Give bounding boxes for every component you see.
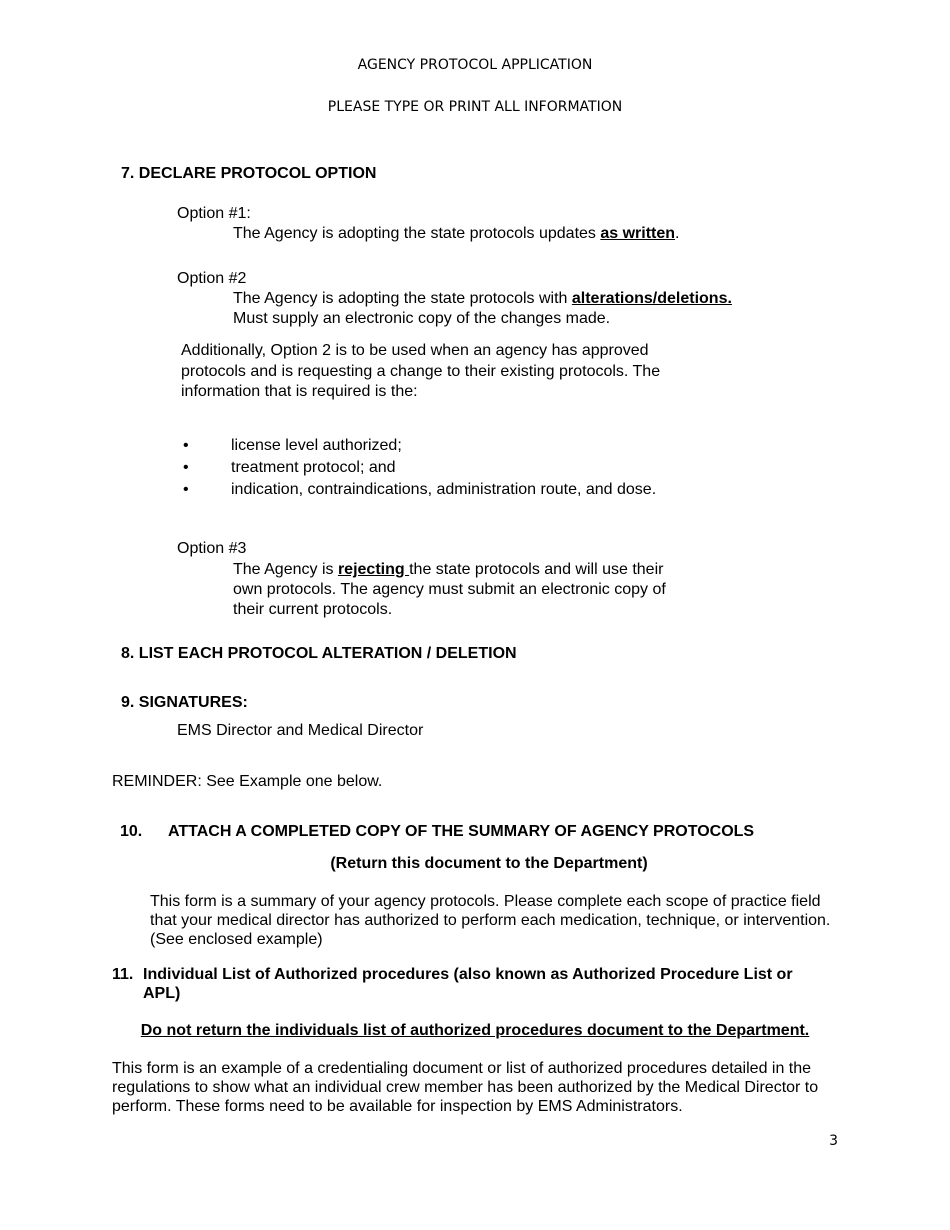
option-3-text-after: the state protocols and will use their [409, 561, 664, 578]
document-subtitle: PLEASE TYPE OR PRINT ALL INFORMATION [327, 99, 623, 115]
signatures-text: EMS Director and Medical Director [177, 722, 424, 739]
option-1-text [233, 224, 680, 244]
list-item-text: treatment protocol; and [231, 459, 396, 476]
page-number: 3 [829, 1133, 838, 1149]
reminder-text: REMINDER: See Example one below. [112, 773, 383, 790]
section-10-body-line-3: (See enclosed example) [150, 931, 323, 948]
option-1-text-after: . [675, 225, 680, 242]
option-3-label: Option #3 [177, 540, 247, 557]
section-9-heading: 9. SIGNATURES: [121, 694, 248, 711]
option-3-line-2: own protocols. The agency must submit an electronic copy of [233, 581, 666, 598]
section-7-heading: 7. DECLARE PROTOCOL OPTION [121, 165, 377, 182]
option-1-emphasis: as written [600, 225, 676, 242]
section-11-heading-line-1: Individual List of Authorized procedures (also known as Authorized Procedure List or [143, 966, 793, 983]
bullet-icon: • [183, 459, 189, 476]
option-2-line-2: Must supply an electronic copy of the changes made. [233, 310, 611, 327]
option-2-additional-line-1: Additionally, Option 2 is to be used when an agency has approved [181, 342, 649, 359]
option-3-text [233, 560, 663, 580]
section-10-number: 10. [120, 823, 143, 840]
list-item-text: indication, contraindications, administration route, and dose. [231, 481, 657, 498]
section-8-heading: 8. LIST EACH PROTOCOL ALTERATION / DELETION [121, 645, 517, 662]
document-title: AGENCY PROTOCOL APPLICATION [357, 57, 593, 73]
bullet-icon: • [183, 437, 189, 454]
section-11-number: 11. [112, 966, 134, 983]
option-2-label: Option #2 [177, 270, 247, 287]
option-2-emphasis: alterations/deletions. [571, 290, 732, 307]
option-1-label: Option #1: [177, 205, 251, 222]
section-11-heading-line-2: APL) [143, 985, 181, 1002]
option-2-additional-line-2: protocols and is requesting a change to their existing protocols. The [181, 363, 661, 380]
option-2-text [233, 289, 732, 309]
list-item-text: license level authorized; [231, 437, 402, 454]
section-10-heading: ATTACH A COMPLETED COPY OF THE SUMMARY OF AGENCY PROTOCOLS [168, 823, 755, 840]
list-item [183, 458, 656, 480]
option-2-text-before: The Agency is adopting the state protocols with [233, 290, 572, 307]
list-item [183, 436, 656, 458]
section-11-notice: Do not return the individuals list of authorized procedures document to the Department. [140, 1022, 810, 1039]
section-11-body-line-2: regulations to show what an individual crew member has been authorized by the Medical Director to [112, 1079, 819, 1096]
section-10-subheading: (Return this document to the Department) [330, 855, 648, 872]
list-item [183, 480, 656, 502]
section-10-body-line-1: This form is a summary of your agency protocols. Please complete each scope of practice field [150, 893, 821, 910]
option-1-text-before: The Agency is adopting the state protocols updates [233, 225, 601, 242]
section-11-body-line-3: perform. These forms need to be available for inspection by EMS Administrators. [112, 1098, 683, 1115]
option-3-emphasis: rejecting [337, 561, 410, 578]
option-3-line-3: their current protocols. [233, 601, 393, 618]
section-11-body-line-1: This form is an example of a credentialing document or list of authorized procedures detailed in the [112, 1060, 812, 1077]
required-info-list [183, 436, 656, 502]
option-2-additional-line-3: information that is required is the: [181, 383, 418, 400]
bullet-icon: • [183, 481, 189, 498]
section-10-body-line-2: that your medical director has authorized to perform each medication, technique, or intervention. [150, 912, 831, 929]
option-3-text-before: The Agency is [233, 561, 338, 578]
